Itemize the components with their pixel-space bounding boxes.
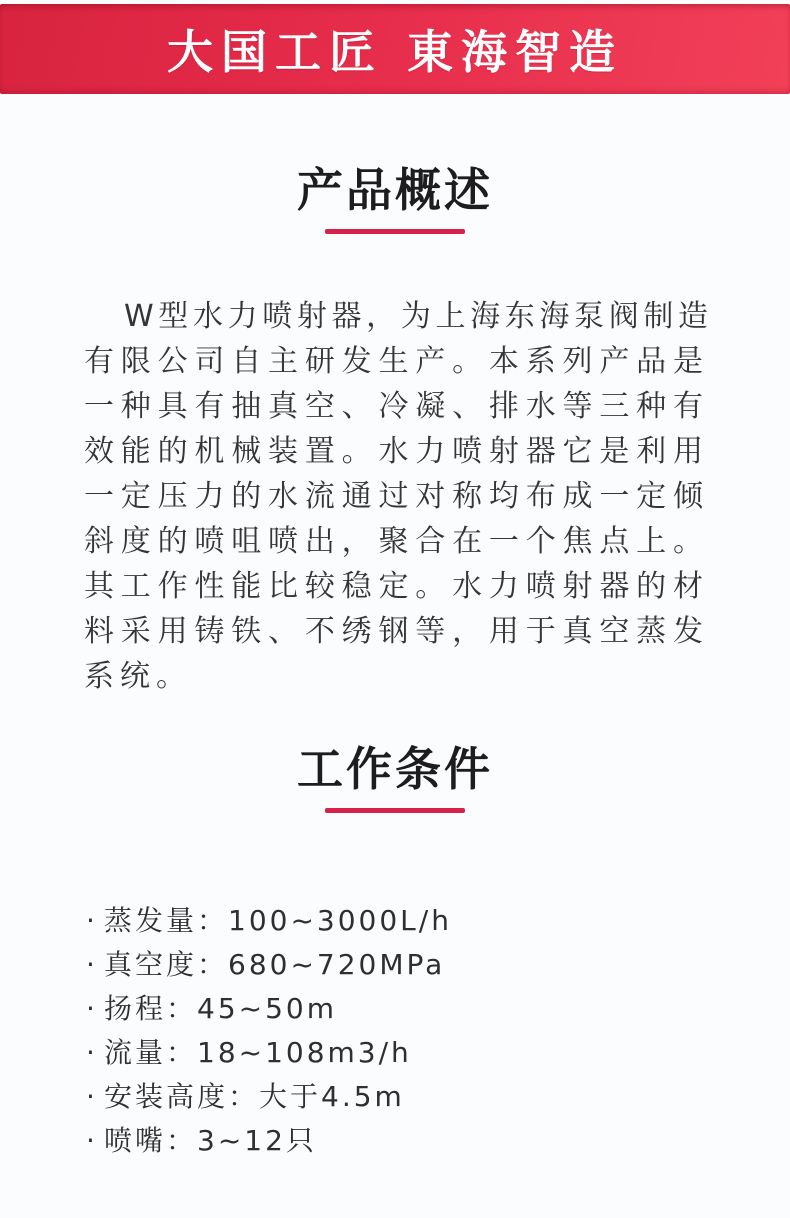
product-page: [0, 4, 790, 1218]
brand-banner: [0, 4, 790, 94]
bullet-dot-icon: ·: [86, 948, 98, 981]
paragraph-line: W型水力喷射器，为上海东海泵阀制造: [124, 299, 708, 334]
section-heading-product-overview: 产品概述: [297, 163, 493, 217]
spec-installation-height: 安装高度：大于4.5m: [104, 1080, 405, 1113]
product-overview-paragraph: [84, 294, 708, 699]
spec-evaporation-capacity: 蒸发量：100~3000L/h: [104, 904, 452, 937]
bullet-dot-icon: ·: [86, 1036, 98, 1069]
spec-lift-head: 扬程：45~50m: [104, 992, 337, 1025]
paragraph-line: 效能的机械装置。水力喷射器它是利用: [84, 434, 708, 469]
paragraph-line: 系统。: [84, 659, 192, 694]
spec-nozzle-count: 喷嘴：3~12只: [104, 1124, 317, 1157]
bullet-dot-icon: ·: [86, 992, 98, 1025]
bullet-dot-icon: ·: [86, 1124, 98, 1157]
brand-banner-title: 大国工匠 東海智造: [166, 25, 623, 79]
working-conditions-list: [86, 905, 790, 1157]
heading-underline-decoration: [325, 229, 465, 234]
paragraph-line: 料采用铸铁、不绣钢等，用于真空蒸发: [84, 614, 708, 649]
list-item: [86, 905, 790, 937]
heading-underline-decoration: [325, 808, 465, 813]
list-item: [86, 1081, 790, 1113]
list-item: [86, 1037, 790, 1069]
list-item: [86, 949, 790, 981]
paragraph-line: 一种具有抽真空、冷凝、排水等三种有: [84, 389, 708, 424]
list-item: [86, 1125, 790, 1157]
bullet-dot-icon: ·: [86, 904, 98, 937]
paragraph-line: 其工作性能比较稳定。水力喷射器的材: [84, 569, 708, 604]
list-item: [86, 993, 790, 1025]
spec-flow-rate: 流量：18~108m3/h: [104, 1036, 412, 1069]
spec-vacuum-degree: 真空度：680~720MPa: [104, 948, 446, 981]
section-heading-working-conditions: 工作条件: [297, 742, 493, 796]
paragraph-line: 一定压力的水流通过对称均布成一定倾: [84, 479, 708, 514]
paragraph-line: 有限公司自主研发生产。本系列产品是: [84, 344, 708, 379]
bullet-dot-icon: ·: [86, 1080, 98, 1113]
paragraph-line: 斜度的喷咀喷出，聚合在一个焦点上。: [84, 524, 708, 559]
